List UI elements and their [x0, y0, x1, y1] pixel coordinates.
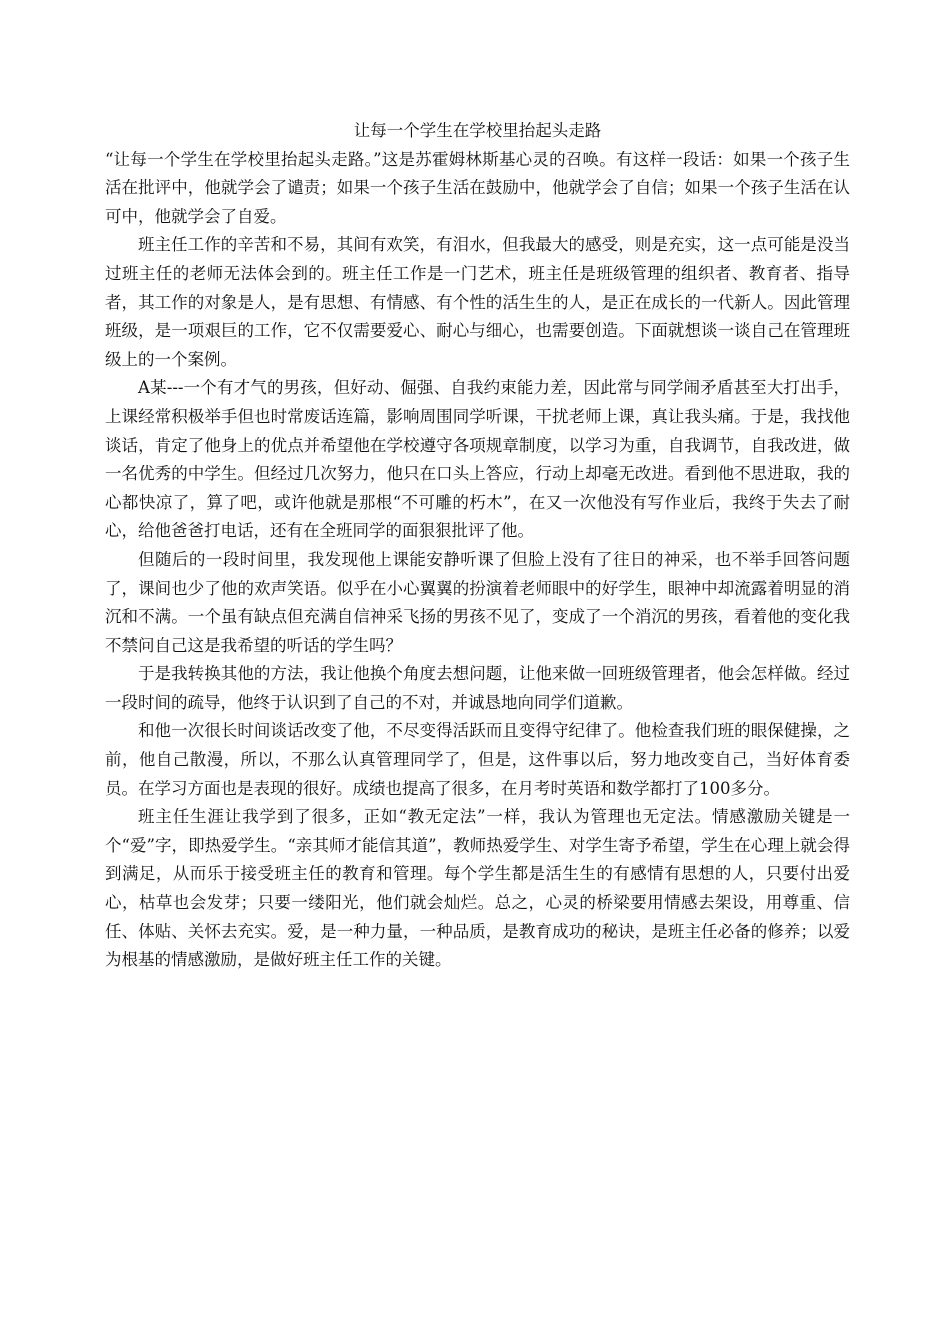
paragraph-new-method: 于是我转换其他的方法，我让他换个角度去想问题，让他来做一回班级管理者，他会怎样做。经过一段时间的疏导，他终于认识到了自己的不对，并诚恳地向同学们道歉。: [105, 664, 850, 712]
document-title: 让每一个学生在学校里抬起头走路: [353, 121, 602, 140]
paragraph-change: 和他一次很长时间谈话改变了他，不尽变得活跃而且变得守纪律了。他检查我们班的眼保健操，之前，他自己散漫，所以，不那么认真管理同学了，但是，这件事以后，努力地改变自己，当好体育委员。在学习方面也是表现的很好。成绩也提高了很多，在月考时英语和数学都打了100多分。: [105, 721, 850, 798]
paragraph-teacher-work: 班主任工作的辛苦和不易，其间有欢笑，有泪水，但我最大的感受，则是充实，这一点可能是没当过班主任的老师无法体会到的。班主任工作是一门艺术，班主任是班级管理的组织者、教育者、指导者，其工作的对象是人，是有思想、有情感、有个性的活生生的人，是正在成长的一代新人。因此管理班级，是一项艰巨的工作，它不仅需要爱心、耐心与细心，也需要创造。下面就想谈一谈自己在管理班级上的一个案例。: [105, 235, 850, 369]
paragraph-case-description: A某---一个有才气的男孩，但好动、倔强、自我约束能力差，因此常与同学闹矛盾甚至大打出手，上课经常积极举手但也时常废话连篇，影响周围同学听课，干扰老师上课，真让我头痛。于是，我找他谈话，肯定了他身上的优点并希望他在学校遵守各项规章制度，以学习为重，自我调节，自我改进，做一名优秀的中学生。但经过几次努力，他只在口头上答应，行动上却毫无改进。看到他不思进取，我的心都快凉了，算了吧，或许他就是那根“不可雕的朽木”，在又一次他没有写作业后，我终于失去了耐心，给他爸爸打电话，还有在全班同学的面狠狠批评了他。: [105, 378, 850, 541]
document-body: [105, 117, 850, 975]
paragraph-intro: “让每一个学生在学校里抬起头走路。”这是苏霍姆林斯基心灵的召唤。有这样一段话：如果一个孩子生活在批评中，他就学会了谴责；如果一个孩子生活在鼓励中，他就学会了自信；如果一个孩子生活在认可中，他就学会了自爱。: [105, 149, 850, 226]
paragraph-observation: 但随后的一段时间里，我发现他上课能安静听课了但脸上没有了往日的神采，也不举手回答问题了，课间也少了他的欢声笑语。似乎在小心翼翼的扮演着老师眼中的好学生，眼神中却流露着明显的消沉和不满。一个虽有缺点但充满自信神采飞扬的男孩不见了，变成了一个消沉的男孩，看着他的变化我不禁问自己这是我希望的听话的学生吗？: [105, 549, 850, 655]
paragraph-conclusion: 班主任生涯让我学到了很多，正如“教无定法”一样，我认为管理也无定法。情感激励关键是一个“爱”字，即热爱学生。“亲其师才能信其道”，教师热爱学生、对学生寄予希望，学生在心理上就会得到满足，从而乐于接受班主任的教育和管理。每个学生都是活生生的有感情有思想的人，只要付出爱心，枯草也会发芽；只要一缕阳光，他们就会灿烂。总之，心灵的桥梁要用情感去架设，用尊重、信任、体贴、关怀去充实。爱，是一种力量，一种品质，是教育成功的秘诀，是班主任必备的修养；以爱为根基的情感激励，是做好班主任工作的关键。: [105, 807, 850, 970]
